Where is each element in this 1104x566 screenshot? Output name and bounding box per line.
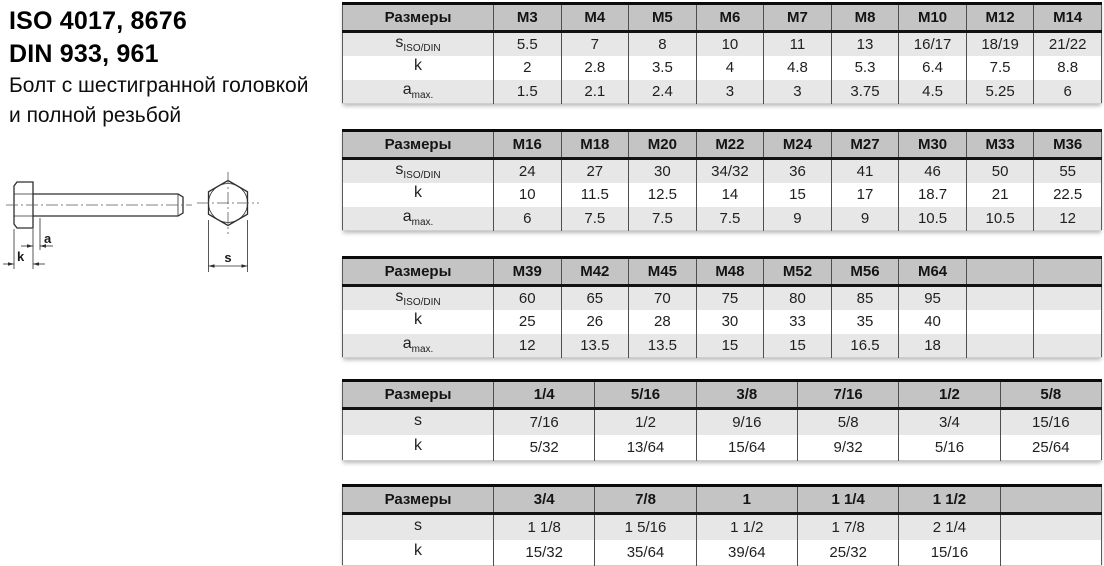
value-cell: 28: [629, 310, 697, 334]
value-cell: 3.5: [629, 56, 697, 80]
row-label-subscript: max.: [411, 344, 434, 356]
value-cell: 34/32: [696, 159, 764, 183]
value-cell: 13/64: [595, 435, 696, 461]
row-label-text: a: [402, 335, 412, 353]
size-column-header: M6: [696, 4, 764, 32]
table-row: [343, 207, 1102, 231]
row-label-cell: [343, 540, 494, 566]
value-cell: 17: [831, 183, 899, 207]
value-cell: 5.25: [966, 80, 1034, 104]
table-row: [343, 514, 1102, 540]
header-label-cell: Размеры: [343, 131, 494, 159]
empty-column-header: [1000, 486, 1101, 514]
dimension-tables-area: [342, 2, 1102, 566]
row-label-cell: [343, 56, 494, 80]
empty-column-header: [966, 258, 1034, 286]
value-cell: 12.5: [629, 183, 697, 207]
size-column-header: M16: [494, 131, 562, 159]
value-cell: 46: [899, 159, 967, 183]
dimension-k: [3, 249, 45, 266]
value-cell: 8: [629, 32, 697, 56]
value-cell: 4.5: [899, 80, 967, 104]
value-cell: 13: [831, 32, 899, 56]
header-label-cell: Размеры: [343, 486, 494, 514]
row-label-text: a: [402, 208, 412, 226]
empty-value-cell: [1000, 514, 1101, 540]
row-label-cell: [343, 514, 494, 540]
value-cell: 7.5: [629, 207, 697, 231]
row-label-subscript: ISO/DIN: [403, 297, 441, 309]
bolt-hex-head-view: [197, 172, 259, 272]
size-column-header: M22: [696, 131, 764, 159]
dimension-table-1: [342, 2, 1102, 104]
size-column-header: 1/4: [494, 381, 595, 409]
row-label-cell: [343, 183, 494, 207]
value-cell: 2.1: [561, 80, 629, 104]
bolt-technical-drawing: [0, 150, 345, 290]
value-cell: 3.75: [831, 80, 899, 104]
value-cell: 18: [899, 334, 967, 358]
value-cell: 6.4: [899, 56, 967, 80]
size-column-header: M27: [831, 131, 899, 159]
row-label-cell: [343, 207, 494, 231]
empty-value-cell: [1034, 334, 1102, 358]
value-cell: 3/4: [899, 409, 1000, 435]
size-column-header: M42: [561, 258, 629, 286]
value-cell: 40: [899, 310, 967, 334]
size-column-header: 1 1/4: [797, 486, 898, 514]
standard-iso-title: ISO 4017, 8676: [9, 7, 187, 35]
value-cell: 12: [1034, 207, 1102, 231]
size-column-header: M7: [764, 4, 832, 32]
value-cell: 3: [696, 80, 764, 104]
value-cell: 7.5: [696, 207, 764, 231]
size-column-header: 7/8: [595, 486, 696, 514]
table-row: [343, 56, 1102, 80]
row-label-cell: [343, 159, 494, 183]
size-column-header: M64: [899, 258, 967, 286]
row-label-cell: [343, 334, 494, 358]
value-cell: 16.5: [831, 334, 899, 358]
size-column-header: M12: [966, 4, 1034, 32]
empty-value-cell: [1034, 310, 1102, 334]
value-cell: 12: [494, 334, 562, 358]
empty-value-cell: [1000, 540, 1101, 566]
value-cell: 39/64: [696, 540, 797, 566]
table-row: [343, 435, 1102, 461]
size-column-header: 5/16: [595, 381, 696, 409]
value-cell: 27: [561, 159, 629, 183]
row-label-subscript: ISO/DIN: [403, 170, 441, 182]
row-label-text: a: [402, 81, 412, 99]
row-label-cell: [343, 435, 494, 461]
value-cell: 80: [764, 286, 832, 310]
value-cell: 30: [629, 159, 697, 183]
value-cell: 5.3: [831, 56, 899, 80]
value-cell: 8.8: [1034, 56, 1102, 80]
size-column-header: M45: [629, 258, 697, 286]
size-column-header: M36: [1034, 131, 1102, 159]
value-cell: 15: [696, 334, 764, 358]
value-cell: 50: [966, 159, 1034, 183]
dimension-table-5: [342, 484, 1102, 566]
row-label-text: k: [414, 57, 422, 75]
value-cell: 95: [899, 286, 967, 310]
value-cell: 85: [831, 286, 899, 310]
value-cell: 15: [764, 334, 832, 358]
value-cell: 33: [764, 310, 832, 334]
size-column-header: 3/8: [696, 381, 797, 409]
value-cell: 11.5: [561, 183, 629, 207]
row-label-cell: [343, 409, 494, 435]
value-cell: 35: [831, 310, 899, 334]
value-cell: 9/32: [797, 435, 898, 461]
row-label-cell: [343, 286, 494, 310]
value-cell: 9: [764, 207, 832, 231]
size-column-header: M56: [831, 258, 899, 286]
value-cell: 70: [629, 286, 697, 310]
value-cell: 3: [764, 80, 832, 104]
value-cell: 1 1/2: [696, 514, 797, 540]
size-column-header: M48: [696, 258, 764, 286]
size-column-header: M24: [764, 131, 832, 159]
size-column-header: M30: [899, 131, 967, 159]
row-label-text: k: [414, 184, 422, 202]
table-row: [343, 32, 1102, 56]
table-row: [343, 310, 1102, 334]
value-cell: 1/2: [595, 409, 696, 435]
size-column-header: M10: [899, 4, 967, 32]
dim-label-a: a: [44, 231, 52, 246]
value-cell: 13.5: [561, 334, 629, 358]
value-cell: 4: [696, 56, 764, 80]
size-column-header: 3/4: [494, 486, 595, 514]
value-cell: 60: [494, 286, 562, 310]
dimension-a: [21, 231, 53, 248]
row-label-text: s: [395, 288, 404, 306]
value-cell: 10.5: [899, 207, 967, 231]
row-label-subscript: ISO/DIN: [403, 43, 441, 55]
size-column-header: M5: [629, 4, 697, 32]
value-cell: 10.5: [966, 207, 1034, 231]
size-column-header: 7/16: [797, 381, 898, 409]
row-label-cell: [343, 80, 494, 104]
value-cell: 36: [764, 159, 832, 183]
value-cell: 10: [494, 183, 562, 207]
row-label-subscript: max.: [411, 90, 434, 102]
standard-din-title: DIN 933, 961: [9, 40, 159, 68]
bolt-side-view: [3, 182, 192, 269]
value-cell: 1 7/8: [797, 514, 898, 540]
value-cell: 11: [764, 32, 832, 56]
row-label-text: k: [414, 311, 422, 329]
value-cell: 2.4: [629, 80, 697, 104]
value-cell: 6: [1034, 80, 1102, 104]
value-cell: 7: [561, 32, 629, 56]
size-column-header: M8: [831, 4, 899, 32]
value-cell: 9/16: [696, 409, 797, 435]
dim-label-k: k: [17, 249, 25, 264]
empty-value-cell: [966, 286, 1034, 310]
value-cell: 1 5/16: [595, 514, 696, 540]
value-cell: 9: [831, 207, 899, 231]
row-label-cell: [343, 310, 494, 334]
value-cell: 2: [494, 56, 562, 80]
value-cell: 41: [831, 159, 899, 183]
value-cell: 4.8: [764, 56, 832, 80]
value-cell: 6: [494, 207, 562, 231]
size-column-header: M4: [561, 4, 629, 32]
value-cell: 2 1/4: [899, 514, 1000, 540]
value-cell: 55: [1034, 159, 1102, 183]
size-column-header: 1 1/2: [899, 486, 1000, 514]
value-cell: 10: [696, 32, 764, 56]
value-cell: 5/16: [899, 435, 1000, 461]
value-cell: 1 1/8: [494, 514, 595, 540]
value-cell: 5/8: [797, 409, 898, 435]
value-cell: 75: [696, 286, 764, 310]
value-cell: 35/64: [595, 540, 696, 566]
title-block: [9, 5, 308, 131]
size-column-header: M14: [1034, 4, 1102, 32]
empty-value-cell: [1034, 286, 1102, 310]
table-row: [343, 286, 1102, 310]
dim-label-s: s: [224, 250, 232, 265]
table-row: [343, 183, 1102, 207]
row-label-text: s: [414, 412, 422, 430]
value-cell: 21/22: [1034, 32, 1102, 56]
value-cell: 21: [966, 183, 1034, 207]
value-cell: 13.5: [629, 334, 697, 358]
value-cell: 18/19: [966, 32, 1034, 56]
size-column-header: 5/8: [1000, 381, 1101, 409]
table-row: [343, 80, 1102, 104]
value-cell: 15/16: [1000, 409, 1101, 435]
dimension-table-4: [342, 379, 1102, 461]
size-column-header: M52: [764, 258, 832, 286]
size-column-header: 1/2: [899, 381, 1000, 409]
value-cell: 15/64: [696, 435, 797, 461]
row-label-text: k: [414, 542, 422, 560]
row-label-subscript: max.: [411, 217, 434, 229]
size-column-header: M39: [494, 258, 562, 286]
value-cell: 25/32: [797, 540, 898, 566]
row-label-text: s: [395, 161, 404, 179]
description-line-1: Болт с шестигранной головкой: [9, 74, 309, 97]
value-cell: 25/64: [1000, 435, 1101, 461]
value-cell: 5.5: [494, 32, 562, 56]
empty-value-cell: [966, 310, 1034, 334]
description-line-2: и полной резьбой: [9, 104, 182, 127]
value-cell: 22.5: [1034, 183, 1102, 207]
value-cell: 30: [696, 310, 764, 334]
table-row: [343, 159, 1102, 183]
table-row: [343, 334, 1102, 358]
value-cell: 15/32: [494, 540, 595, 566]
table-row: [343, 540, 1102, 566]
header-label-cell: Размеры: [343, 381, 494, 409]
value-cell: 15: [764, 183, 832, 207]
empty-column-header: [1034, 258, 1102, 286]
value-cell: 2.8: [561, 56, 629, 80]
value-cell: 1.5: [494, 80, 562, 104]
header-label-cell: Размеры: [343, 4, 494, 32]
value-cell: 16/17: [899, 32, 967, 56]
dimension-table-2: [342, 129, 1102, 231]
value-cell: 7.5: [561, 207, 629, 231]
row-label-text: s: [395, 34, 404, 52]
value-cell: 18.7: [899, 183, 967, 207]
value-cell: 25: [494, 310, 562, 334]
value-cell: 5/32: [494, 435, 595, 461]
header-label-cell: Размеры: [343, 258, 494, 286]
size-column-header: M18: [561, 131, 629, 159]
value-cell: 15/16: [899, 540, 1000, 566]
empty-value-cell: [966, 334, 1034, 358]
value-cell: 7/16: [494, 409, 595, 435]
value-cell: 24: [494, 159, 562, 183]
size-column-header: M20: [629, 131, 697, 159]
row-label-text: s: [414, 517, 422, 535]
value-cell: 26: [561, 310, 629, 334]
size-column-header: M3: [494, 4, 562, 32]
table-row: [343, 409, 1102, 435]
dimension-table-3: [342, 256, 1102, 358]
value-cell: 14: [696, 183, 764, 207]
row-label-text: k: [414, 437, 422, 455]
size-column-header: 1: [696, 486, 797, 514]
row-label-cell: [343, 32, 494, 56]
value-cell: 7.5: [966, 56, 1034, 80]
value-cell: 65: [561, 286, 629, 310]
size-column-header: M33: [966, 131, 1034, 159]
